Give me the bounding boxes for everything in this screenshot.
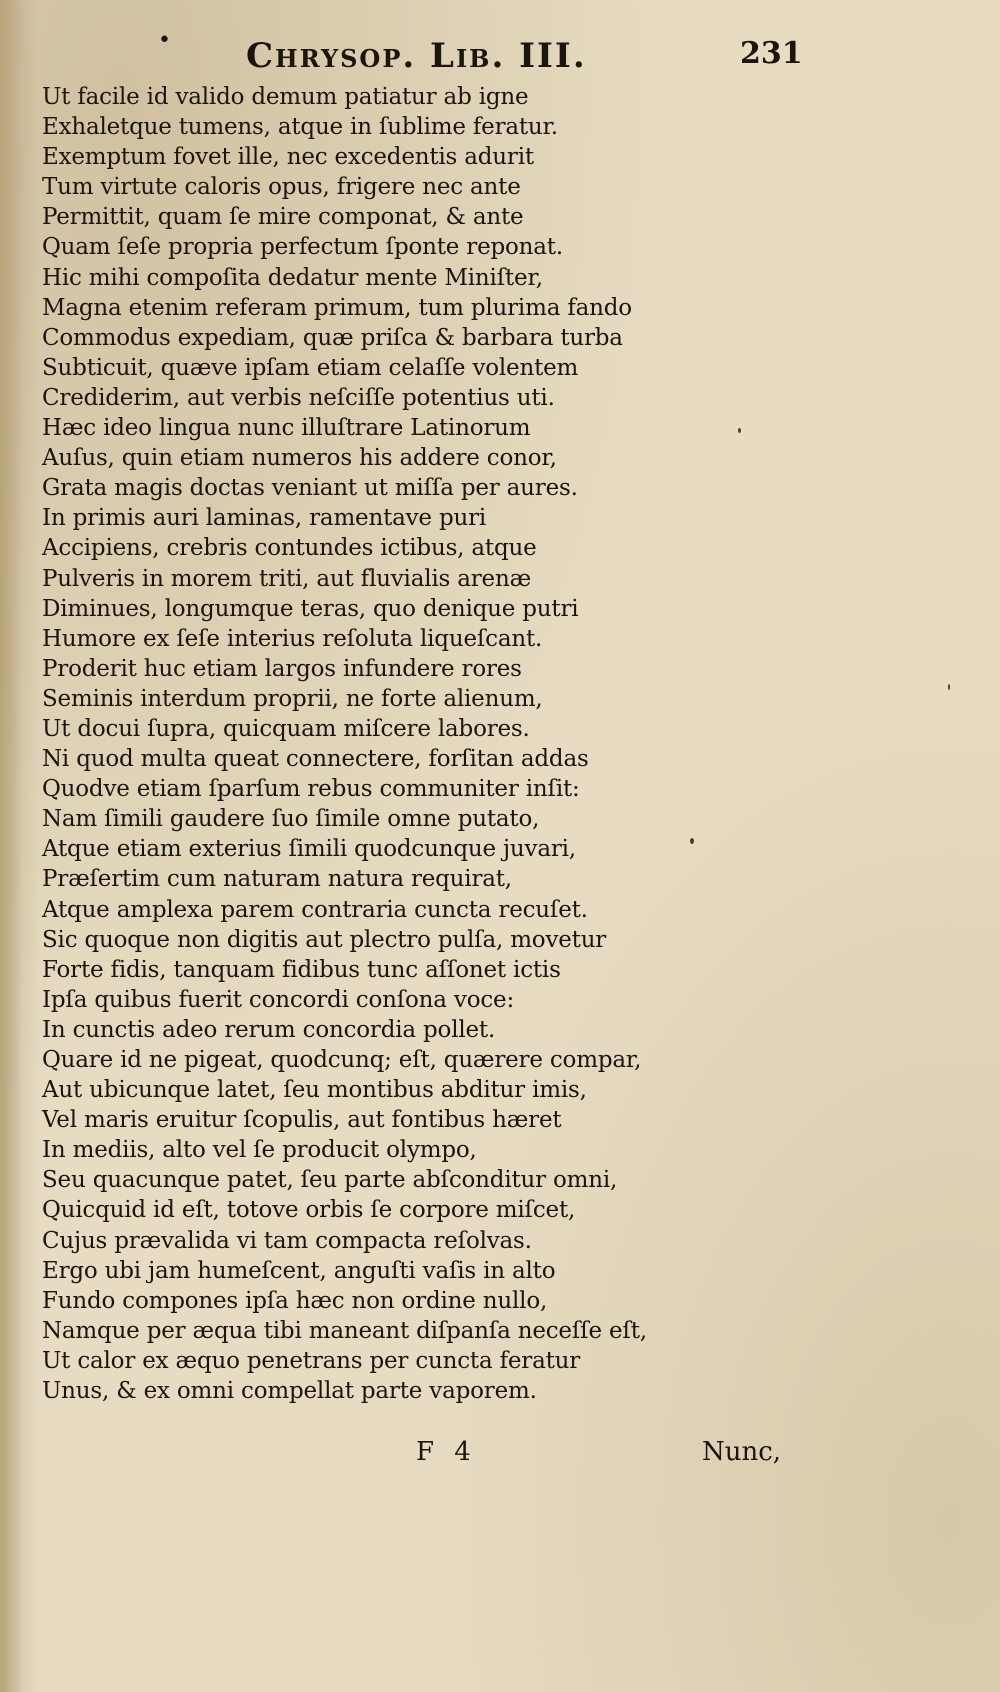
verse-line: Ut calor ex æquo penetrans per cuncta feratur xyxy=(42,1347,581,1374)
verse-line: Quicquid id eſt, totove orbis ſe corpore miſcet, xyxy=(42,1197,576,1224)
verse-line: In cunctis adeo rerum concordia pollet. xyxy=(42,1016,496,1043)
verse-line: Forte fidis, tanquam fidibus tunc aſſonet ictis xyxy=(42,956,561,983)
verse-line: Ut docui ſupra, quicquam miſcere labores. xyxy=(42,715,530,742)
verse-line: Ergo ubi jam humeſcent, anguſti vaſis in alto xyxy=(42,1257,556,1284)
verse-line: Sic quoque non digitis aut plectro pulſa, movetur xyxy=(42,926,607,953)
verse-line: Quodve etiam ſparſum rebus communiter inſit: xyxy=(42,776,580,803)
verse-line: Aut ubicunque latet, ſeu montibus abditur imis, xyxy=(42,1077,587,1104)
verse-line: Fundo compones ipſa hæc non ordine nullo, xyxy=(42,1287,548,1314)
verse-line: Cujus prævalida vi tam compacta reſolvas. xyxy=(42,1227,532,1254)
paper-speck xyxy=(690,838,694,844)
poem-text xyxy=(42,82,682,1406)
verse-line: Accipiens, crebris contundes ictibus, atque xyxy=(42,535,537,562)
page-number: 231 xyxy=(740,36,803,71)
verse-line: Atque amplexa parem contraria cuncta recuſet. xyxy=(42,896,588,923)
verse-line: Hæc ideo lingua nunc illuſtrare Latinorum xyxy=(42,415,531,442)
verse-line: Tum virtute caloris opus, frigere nec ante xyxy=(42,174,521,201)
verse-line: Seminis interdum proprii, ne forte alienum, xyxy=(42,685,543,712)
binding-gutter xyxy=(0,0,22,1692)
verse-line: Hic mihi compoſita dedatur mente Miniſter, xyxy=(42,264,543,291)
catchword: Nunc, xyxy=(702,1437,782,1467)
verse-line: Auſus, quin etiam numeros his addere conor, xyxy=(42,445,557,472)
verse-line: Ipſa quibus fuerit concordi conſona voce: xyxy=(42,986,515,1013)
verse-line: Humore ex ſeſe interius reſoluta liqueſcant. xyxy=(42,625,543,652)
paper-speck xyxy=(948,684,950,690)
verse-line: Nam ſimili gaudere ſuo ſimile omne putato, xyxy=(42,806,540,833)
verse-line: Vel maris eruitur ſcopulis, aut fontibus hæret xyxy=(42,1107,562,1134)
verse-line: Subticuit, quæve ipſam etiam celaſſe volentem xyxy=(42,354,579,381)
verse-line: Exemptum fovet ille, nec excedentis adurit xyxy=(42,144,534,171)
verse-line: Magna etenim referam primum, tum plurima fando xyxy=(42,294,632,321)
verse-line: Præſertim cum naturam natura requirat, xyxy=(42,866,512,893)
verse-line: Exhaletque tumens, atque in ſublime feratur. xyxy=(42,114,558,141)
signature-mark: F 4 xyxy=(416,1437,477,1467)
verse-line: Diminues, longumque teras, quo denique putri xyxy=(42,595,579,622)
verse-line: In primis auri laminas, ramentave puri xyxy=(42,505,487,532)
running-header xyxy=(0,28,1000,86)
verse-line: Quam ſeſe propria perfectum ſponte reponat. xyxy=(42,234,563,261)
verse-line: Commodus expediam, quæ priſca & barbara turba xyxy=(42,324,623,351)
verse-line: Namque per æqua tibi maneant diſpanſa neceſſe eſt, xyxy=(42,1317,647,1344)
verse-line: Ut facile id valido demum patiatur ab igne xyxy=(42,84,529,110)
verse-line: Ni quod multa queat connectere, forſitan addas xyxy=(42,746,589,773)
verse-line: Quare id ne pigeat, quodcunq; eſt, quærere compar, xyxy=(42,1047,642,1073)
verse-line: Atque etiam exterius ſimili quodcunque juvari, xyxy=(42,836,576,863)
paper-speck xyxy=(738,428,741,433)
verse-line: Pulveris in morem triti, aut fluvialis arenæ xyxy=(42,565,531,592)
verse-line: Grata magis doctas veniant ut miſſa per aures. xyxy=(42,475,578,502)
verse-line: Proderit huc etiam largos infundere rores xyxy=(42,655,522,682)
running-title: Chrysop. Lib. III. xyxy=(246,36,587,76)
verse-line: Crediderim, aut verbis neſciſſe potentius uti. xyxy=(42,384,555,411)
verse-line: In mediis, alto vel ſe producit olympo, xyxy=(42,1137,477,1164)
verse-line: Seu quacunque patet, ſeu parte abſconditur omni, xyxy=(42,1167,618,1194)
verse-line: Unus, & ex omni compellat parte vaporem. xyxy=(42,1378,537,1405)
ink-dot: • xyxy=(158,28,171,53)
verse-line: Permittit, quam ſe mire componat, & ante xyxy=(42,204,524,231)
